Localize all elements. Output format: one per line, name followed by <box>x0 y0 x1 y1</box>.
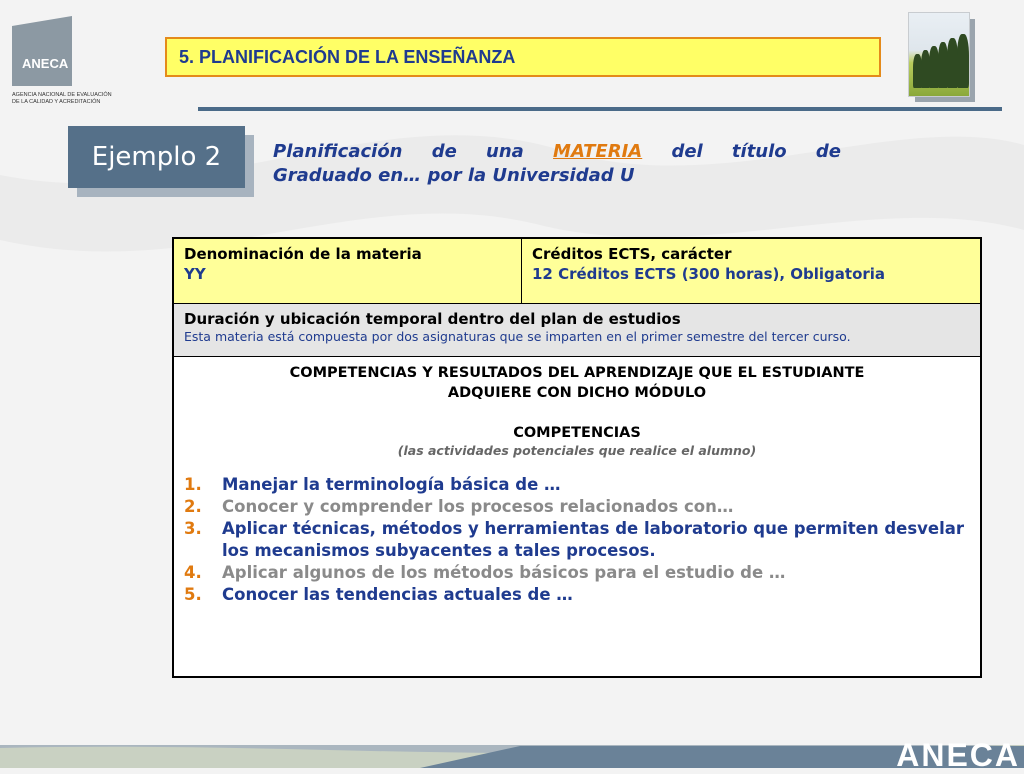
footer-brand: ANECA <box>896 737 1020 773</box>
subtitle-word: del <box>671 141 703 162</box>
competencias-row <box>174 357 980 612</box>
garden-photo <box>908 12 970 97</box>
aneca-logo <box>12 16 122 106</box>
creditos-cell <box>522 239 980 303</box>
header-divider <box>198 107 1002 111</box>
item-text: Conocer y comprender los procesos relacionados con… <box>222 497 734 516</box>
list-item <box>184 562 970 584</box>
item-number: 5. <box>184 585 202 604</box>
duracion-row <box>174 304 980 357</box>
item-number: 1. <box>184 475 202 494</box>
denominacion-label: Denominación de la materia <box>184 245 422 263</box>
item-text: Aplicar técnicas, métodos y herramientas de laboratorio que permiten desvelar los mecanismos subyacentes a tales procesos. <box>222 519 965 560</box>
logo-mark <box>12 16 72 86</box>
duracion-label: Duración y ubicación temporal dentro del plan de estudios <box>184 310 681 328</box>
subtitle-word: de <box>431 141 457 162</box>
competencias-list <box>184 474 970 606</box>
list-item <box>184 496 970 518</box>
item-text: Manejar la terminología básica de … <box>222 475 561 494</box>
competencias-note: (las actividades potenciales que realice el alumno) <box>397 443 757 458</box>
competencias-title: COMPETENCIAS <box>513 425 641 441</box>
logo-subtitle-line2: DE LA CALIDAD Y ACREDITACIÓN <box>12 99 101 105</box>
item-number: 3. <box>184 519 202 538</box>
subtitle-word: de <box>815 141 841 162</box>
materia-link[interactable]: MATERIA <box>553 141 643 162</box>
item-text: Aplicar algunos de los métodos básicos para el estudio de … <box>222 563 786 582</box>
subtitle-word: una <box>486 141 524 162</box>
denominacion-value: YY <box>184 265 206 283</box>
section-title: 5. PLANIFICACIÓN DE LA ENSEÑANZA <box>165 37 881 77</box>
item-number: 2. <box>184 497 202 516</box>
subtitle-word: título <box>731 141 787 162</box>
list-item <box>184 584 970 606</box>
competencias-heading <box>184 363 970 403</box>
creditos-value: 12 Créditos ECTS (300 horas), Obligatoria <box>532 265 886 283</box>
subtitle-word: Planificación <box>273 141 403 162</box>
competencias-heading-line2: ADQUIERE CON DICHO MÓDULO <box>447 385 707 401</box>
list-item <box>184 474 970 496</box>
duracion-text: Esta materia está compuesta por dos asignaturas que se imparten en el primer semestre del tercer curso. <box>184 329 851 344</box>
subtitle-line2: Graduado en… por la Universidad U <box>273 165 635 186</box>
slide-subtitle <box>273 140 841 188</box>
materia-table <box>172 237 982 678</box>
logo-wordmark: ANECA <box>22 56 69 71</box>
example-label: Ejemplo 2 <box>68 126 245 188</box>
table-row-header <box>174 239 980 304</box>
competencias-heading-line1: COMPETENCIAS Y RESULTADOS DEL APRENDIZAJE QUE EL ESTUDIANTE <box>289 365 865 381</box>
logo-subtitle-line1: AGENCIA NACIONAL DE EVALUACIÓN <box>12 92 112 98</box>
item-number: 4. <box>184 563 202 582</box>
logo-subtitle <box>12 92 122 106</box>
creditos-label: Créditos ECTS, carácter <box>532 245 732 263</box>
list-item <box>184 518 970 562</box>
item-text: Conocer las tendencias actuales de … <box>222 585 573 604</box>
denominacion-cell <box>174 239 522 303</box>
